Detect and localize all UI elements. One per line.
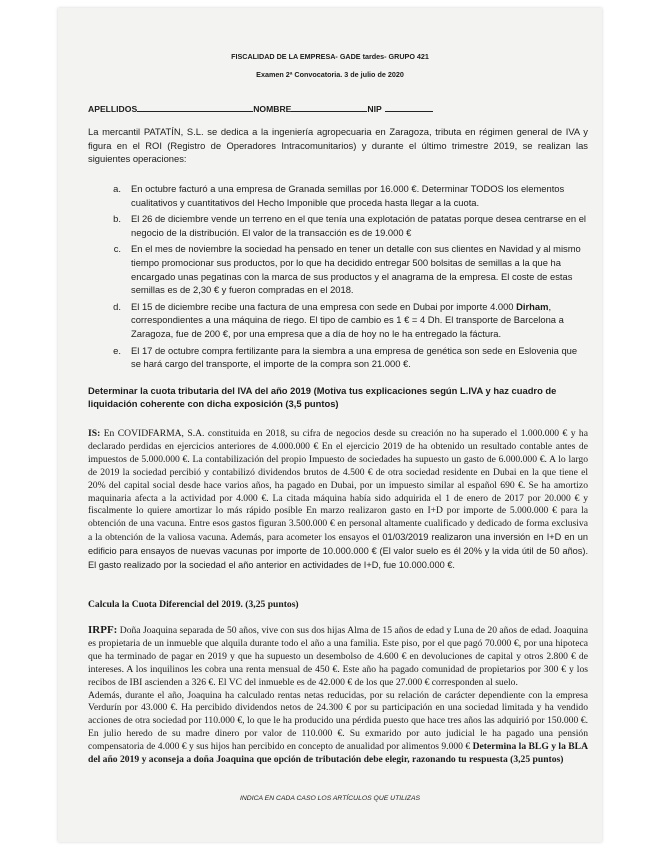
- is-section: [88, 428, 588, 573]
- item-text-after: , correspondientes a una máquina de riego. El tipo de cambio es 1 € = 4 Dh. El transporte de Barcelona a Zaragoza, fue de 200 €, por una empresa que a día de hoy no le ha entregado la fáctura.: [131, 300, 564, 339]
- exam-date: Examen 2ª Convocatoria. 3 de julio de 2020: [256, 70, 404, 79]
- iva-intro: La mercantil PATATÍN, S.L. se dedica a la ingeniería agropecuaria en Zaragoza, tributa en régimen general de IVA y figura en el ROI (Registro de Operadores Intracomunitarios) y durante el último trimestre 2019, se realizan las siguientes operaciones:: [88, 126, 588, 165]
- list-item: [88, 182, 588, 209]
- item-text-before: El 15 de diciembre recibe una factura de una empresa con sede en Dubai por importe 4.000: [131, 300, 517, 312]
- item-marker: b.: [113, 213, 121, 225]
- irpf-paragraph-1: [88, 624, 588, 690]
- is-question: Calcula la Cuota Diferencial del 2019. (3,25 puntos): [88, 599, 299, 610]
- list-item: [88, 212, 588, 239]
- irpf-text-2: Además, durante el año, Joaquina ha calculado rentas netas reducidas, por su relación de carácter dependiente con la empresa Verdurín por 43.000 €. Ha percibido dividendos netos de 24.300 € por su participación en una sociedad limitada y ha vendido acciones de otra sociedad por 110.000 €, lo que le ha producido una pérdida puesto que hace tres años las adquirió por 150.000 €. En julio heredo de su madre dinero por valor de 110.000 €. Su exmarido por auto judicial le ha pagado una pensión compensatoria de 4.000 € y sus hijos han percibido en concepto de anualidad por alimentos 9.000 €: [88, 689, 588, 753]
- course-title: FISCALIDAD DE LA EMPRESA- GADE tardes- GRUPO 421: [231, 52, 429, 61]
- footer-note: INDICA EN CADA CASO LOS ARTÍCULOS QUE UTILIZAS: [239, 795, 421, 802]
- item-marker: c.: [113, 243, 121, 255]
- item-marker: e.: [113, 344, 121, 356]
- item-text-bold: Dirham: [516, 300, 549, 312]
- irpf-paragraph-2: [88, 690, 588, 767]
- nip-blank: [385, 103, 433, 112]
- item-text: [131, 300, 588, 341]
- apellidos-label: APELLIDOS: [88, 104, 138, 114]
- iva-operations-list: [88, 182, 588, 374]
- item-text: El 17 de octubre compra fertilizante para la siembra a una empresa de genética son sede en Eslovenia que se hará cargo del transporte, el importe de la compra son 21.000 €.: [131, 344, 578, 370]
- iva-question: Determinar la cuota tributaria del IVA del año 2019 (Motiva tus explicaciones según L.IVA y haz cuadro de liquidación coherente con dicha exposición (3,5 puntos): [88, 385, 557, 409]
- student-fields: [88, 103, 433, 114]
- irpf-question: Determina la BLG y la BLA del año 2019 y aconseja a doña Joaquina que opción de tributación debe elegir, razonando tu respuesta (3,25 puntos): [88, 741, 588, 766]
- exam-sheet: [58, 8, 602, 842]
- is-text: En COVIDFARMA, S.A. constituida en 2018, su cifra de negocios desde su creación no ha superado el 1.000.000 € y ha declarado perdidas en ejercicios anteriores de 4.000.000 € En el ejercicio 2019 de ha obtenido un resultado contable antes de impuestos de 5.000.000 €. La contabilización del propio Impuesto de sociedades ha supuesto un gasto de 6.000.000 €. A lo largo de 2019 la sociedad percibió y contabilizó dividendos brutos de 4.500 € de otra sociedad residente en Dubai en la que tiene el 20% del capital social desde hace varios años, ha pagado en Dubai, por un impuesto similar al español 690 €. Se ha amortizo maquinaria afecta a la actividad por 4.000 €. La citada máquina había sido adquirida el 1 de enero de 2017 por 20.000 € y fiscalmente lo quiere amortizar lo más rápido posible En marzo realizaron gasto en I+D por importe de 5.000.000 € para la obtención de una vacuna. Entre esos gastos figuran 3.500.000 € en personal altamente cualificado y dedicado de forma exclusiva a la obtención de la valiosa vacuna. Además, para acometer los ensayos: [88, 428, 588, 544]
- item-text: El 26 de diciembre vende un terreno en el que tenía una explotación de patatas porque desea centrarse en el negocio de la distribución. El valor de la transacción es de 19.000 €: [131, 213, 587, 238]
- nip-label: NIP: [367, 104, 382, 114]
- apellidos-blank: [137, 103, 253, 112]
- list-item: [88, 300, 588, 341]
- item-text: En octubre facturó a una empresa de Granada semillas por 16.000 €. Determinar TODOS los elementos cualitativos y cuantitativos del Hecho Imponible que proceda hasta llegar a la cuota.: [131, 183, 565, 208]
- list-item: [88, 344, 588, 371]
- nombre-blank: [291, 103, 367, 112]
- item-text: En el mes de noviembre la sociedad ha pensado en tener un detalle con sus clientes en Navidad y al mismo tiempo promocionar sus productos, por lo que ha decidido entregar 500 bolsitas de semillas a la que ha encargado unas pegatinas con la marca de sus productos y el anagrama de la empresa. El coste de estas semillas es de 2,30 € y fueron compradas en el 2018.: [131, 243, 581, 296]
- is-text-2: el 01/03/2019 realizaron una inversión en I+D en un edificio para ensayos de nuevas vacunas por importe de 10.000.000 € (El valor suelo es él 20% y la vida útil de 50 años). El gasto realizado por la sociedad el año anterior en actividades de I+D, fue 10.000.000 €.: [88, 532, 588, 571]
- nombre-label: NOMBRE: [253, 104, 292, 114]
- item-marker: d.: [113, 300, 121, 312]
- irpf-text: Doña Joaquina separada de 50 años, vive con sus dos hijas Alma de 15 años de edad y Luna de 20 años de edad. Joaquina es propietaria de un inmueble que alquila durante todo el año a una familia. Este piso, por el que pagó 70.000 €, por una hipoteca que ha terminado de pagar en 2019 y que ha supuesto un desembolso de 4.600 € en devoluciones de capital y otros 2.800 € de intereses. A los inquilinos les cobra una renta mensual de 450 €. Este año ha pagado comunidad de propietarios por 300 € y los recibos de IBI ascienden a 326 €. El VC del inmueble es de 42.000 € de los que 27.000 € corresponden al suelo.: [88, 625, 588, 688]
- irpf-section: [88, 624, 588, 767]
- is-label: IS:: [88, 428, 101, 439]
- list-item: [88, 242, 588, 296]
- item-marker: a.: [113, 183, 121, 194]
- irpf-label: IRPF:: [88, 624, 118, 636]
